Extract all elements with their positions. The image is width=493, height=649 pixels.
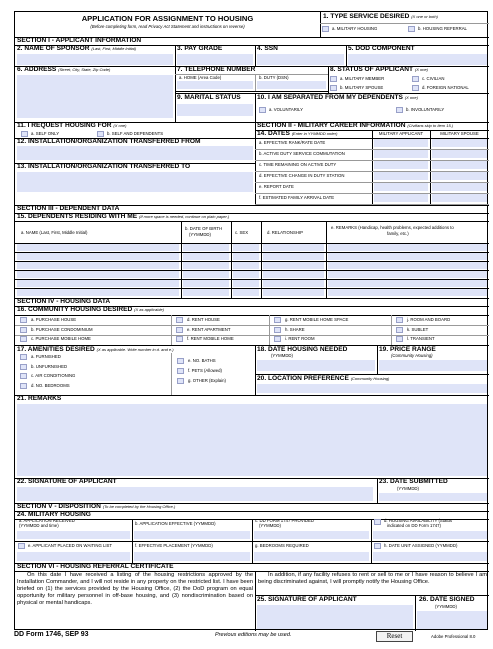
dep-sex-input[interactable]	[233, 280, 259, 287]
effective-placement-label: f. EFFECTIVE PLACEMENT (YYMMDD)	[135, 543, 213, 548]
section-3-header: SECTION III - DEPENDENT DATA	[17, 205, 120, 212]
civilian-checkbox[interactable]	[412, 76, 419, 82]
community-housing-checkbox[interactable]	[20, 317, 27, 323]
voluntarily-checkbox[interactable]	[259, 107, 266, 113]
pay-grade-input[interactable]	[177, 54, 253, 65]
self-only-label: a. SELF ONLY	[31, 131, 60, 136]
dd1747-provided-label: c. DD FORM 1747 PROVIDED	[255, 518, 314, 523]
military-spouse-col: MILITARY SPOUSE	[440, 131, 479, 136]
community-housing-option: j. ROOM AND BOARD	[407, 317, 451, 322]
applicant-date-input[interactable]	[374, 172, 428, 180]
community-housing-checkbox[interactable]	[176, 327, 183, 333]
referral-signature-field[interactable]	[257, 605, 413, 629]
spouse-date-input[interactable]	[432, 172, 487, 180]
dep-remarks-col: e. REMARKS (Handicap, health problems, expected additions to	[331, 225, 454, 230]
dep-relationship-input[interactable]	[263, 244, 324, 251]
section-1-header: SECTION I - APPLICANT INFORMATION	[17, 37, 142, 44]
price-range-input[interactable]	[379, 360, 487, 371]
date-needed-label: 18. DATE HOUSING NEEDED	[257, 346, 348, 353]
career-date-label: e. REPORT DATE	[259, 184, 294, 189]
amenity-checkbox[interactable]	[177, 358, 184, 364]
app-received-format: (YYMMDD and time)	[19, 523, 59, 528]
form-number: DD Form 1746, SEP 93	[14, 631, 89, 638]
date-submitted-label: 23. DATE SUBMITTED	[379, 478, 448, 485]
location-preference-label: 20. LOCATION PREFERENCE (Community Housing)	[257, 375, 390, 382]
spouse-date-input[interactable]	[432, 194, 487, 202]
address-label: 6. ADDRESS (Street, City, State, Zip Code)	[17, 66, 111, 73]
telephone-label: 7. TELEPHONE NUMBER	[177, 66, 256, 73]
request-housing-label: 11. I REQUEST HOUSING FOR (X one)	[17, 122, 127, 129]
date-assigned-checkbox[interactable]	[374, 543, 381, 549]
community-housing-checkbox[interactable]	[396, 336, 403, 342]
duty-phone-label: b. DUTY (DSN)	[259, 75, 289, 80]
dep-remarks-input[interactable]	[328, 253, 487, 260]
duty-phone-input[interactable]	[257, 81, 326, 89]
dep-relationship-input[interactable]	[263, 280, 324, 287]
dep-name-input[interactable]	[17, 244, 179, 251]
amenity-checkbox[interactable]	[20, 354, 27, 360]
amenity-option: d. NO. BEDROOMS	[31, 382, 70, 388]
home-phone-label: a. HOME (Area Code)	[179, 75, 222, 80]
app-effective-label: b. APPLICATION EFFECTIVE (YYMMDD)	[135, 521, 216, 526]
community-housing-checkbox[interactable]	[176, 336, 183, 342]
community-housing-checkbox[interactable]	[274, 317, 281, 323]
transferred-from-label: 12. INSTALLATION/ORGANIZATION TRANSFERRED FROM	[17, 138, 201, 145]
bedrooms-required-label: g. BEDROOMS REQUIRED	[255, 543, 309, 548]
community-housing-option: h. SHARE	[285, 326, 305, 332]
remarks-input[interactable]	[17, 404, 487, 476]
dep-relationship-input[interactable]	[263, 289, 324, 296]
dep-remarks-input[interactable]	[328, 244, 487, 251]
spouse-date-input[interactable]	[432, 139, 487, 147]
certificate-paragraph-left: On this date I have received a listing of the housing restrictions approved by the Installation Commander, and I will not reside in any property on the restricted list. I have been briefed on (1) the services provided by the Housing Office, (2) the DoD program on equal opportunity for military personnel in off-base housing, and (3) nondiscrimination based on physical or mental handicaps.	[17, 572, 253, 607]
community-housing-option: i. RENT ROOM	[285, 336, 315, 341]
reset-button[interactable]: Reset	[376, 631, 413, 642]
amenity-checkbox[interactable]	[20, 383, 27, 389]
waiting-list-checkbox[interactable]	[18, 543, 25, 549]
date-submitted-input[interactable]	[379, 493, 487, 501]
community-housing-option: d. RENT HOUSE	[187, 317, 220, 322]
section-2-header: SECTION II - MILITARY CAREER INFORMATION (Civilians skip to Item 15.)	[257, 122, 454, 129]
applicant-signature-field[interactable]	[17, 487, 373, 501]
bedrooms-required-input[interactable]	[254, 552, 369, 561]
career-date-label: c. TIME REMAINING ON ACTIVE DUTY	[259, 162, 337, 167]
military-spouse-label: b. MILITARY SPOUSE	[340, 85, 384, 90]
applicant-date-input[interactable]	[374, 183, 428, 191]
dep-remarks-input[interactable]	[328, 289, 487, 296]
dates-label: 14. DATES (Enter in YYMMDD order)	[257, 130, 338, 137]
dep-remarks-input[interactable]	[328, 280, 487, 287]
date-needed-format: (YYMMDD)	[271, 353, 293, 358]
price-range-note: (Community Housing)	[391, 353, 433, 358]
amenity-option: e. NO. BATHS	[188, 358, 216, 363]
amenity-checkbox[interactable]	[20, 364, 27, 370]
dep-relationship-input[interactable]	[263, 262, 324, 269]
spouse-date-input[interactable]	[432, 183, 487, 191]
voluntarily-label: a. VOLUNTARILY	[269, 107, 303, 112]
dep-name-input[interactable]	[17, 280, 179, 287]
app-effective-input[interactable]	[134, 531, 250, 539]
spouse-date-input[interactable]	[432, 161, 487, 169]
referral-signature-label: 25. SIGNATURE OF APPLICANT	[257, 596, 357, 603]
dep-sex-input[interactable]	[233, 244, 259, 251]
dep-dob-input[interactable]	[183, 244, 229, 251]
dep-sex-input[interactable]	[233, 253, 259, 260]
dep-remarks-input[interactable]	[328, 271, 487, 278]
waiting-list-label: e. APPLICANT PLACED ON WAITING LIST	[28, 543, 113, 548]
date-signed-label: 26. DATE SIGNED	[419, 596, 475, 603]
transferred-from-input[interactable]	[17, 146, 253, 160]
community-housing-option: l. TRANSIENT	[407, 336, 435, 341]
dep-name-input[interactable]	[17, 253, 179, 260]
applicant-date-input[interactable]	[374, 139, 428, 147]
dep-dob-input[interactable]	[183, 289, 229, 296]
community-housing-option: c. PURCHASE MOBILE HOME	[31, 336, 91, 341]
applicant-date-input[interactable]	[374, 150, 428, 158]
dep-relationship-col: d. RELATIONSHIP	[267, 230, 303, 235]
housing-application-form	[14, 11, 488, 630]
community-housing-option: k. SUBLET	[407, 326, 429, 332]
address-input[interactable]	[17, 75, 173, 118]
effective-placement-input[interactable]	[134, 552, 250, 561]
dep-name-col: a. NAME (Last, First, Middle Initial)	[21, 230, 88, 235]
community-housing-checkbox[interactable]	[396, 317, 403, 323]
community-housing-option: f. RENT MOBILE HOME	[187, 336, 234, 341]
waiting-list-input[interactable]	[17, 552, 130, 561]
community-housing-label: 16. COMMUNITY HOUSING DESIRED (X as applicable)	[17, 306, 164, 313]
dep-remarks-input[interactable]	[328, 262, 487, 269]
marital-status-input[interactable]	[177, 104, 253, 116]
dep-dob-input[interactable]	[183, 262, 229, 269]
dep-sex-input[interactable]	[233, 262, 259, 269]
dep-name-input[interactable]	[17, 271, 179, 278]
section-5-header: SECTION V - DISPOSITION (To be completed by the Housing Office.)	[17, 503, 176, 510]
applicant-status-label: 8. STATUS OF APPLICANT (X one)	[330, 66, 429, 73]
amenity-option: b. UNFURNISHED	[31, 363, 68, 369]
housing-referral-label: b. HOUSING REFERRAL	[418, 26, 467, 31]
career-date-label: f. ESTIMATED FAMILY ARRIVAL DATE	[259, 195, 335, 200]
foreign-national-label: d. FOREIGN NATIONAL	[422, 85, 469, 90]
date-assigned-input[interactable]	[373, 552, 487, 561]
amenity-checkbox[interactable]	[20, 373, 27, 379]
date-submitted-format: (YYMMDD)	[397, 486, 419, 491]
location-preference-input[interactable]	[257, 384, 487, 393]
section-4-header: SECTION IV - HOUSING DATA	[17, 298, 111, 305]
community-housing-checkbox[interactable]	[20, 327, 27, 333]
military-member-checkbox[interactable]	[330, 76, 337, 82]
price-range-label: 19. PRICE RANGE	[379, 346, 436, 353]
military-applicant-col: MILITARY APPLICANT	[378, 131, 424, 136]
certificate-paragraph-right: In addition, if any facility refuses to rent or sell to me or I have reason to believe I am being discriminated against, I will promptly notify the Housing Office.	[258, 572, 487, 586]
adobe-version: Adobe Professional 8.0	[431, 634, 476, 639]
dep-dob-format: (YYMMDD)	[189, 232, 211, 237]
dep-sex-col: c. SEX	[235, 230, 249, 235]
amenity-checkbox[interactable]	[177, 378, 184, 384]
community-housing-checkbox[interactable]	[274, 336, 281, 342]
ssn-input[interactable]	[257, 54, 344, 65]
housing-referral-checkbox[interactable]	[408, 26, 415, 32]
amenity-option: a. FURNISHED	[31, 354, 61, 359]
dep-sex-input[interactable]	[233, 271, 259, 278]
dep-dob-input[interactable]	[183, 280, 229, 287]
transferred-to-label: 13. INSTALLATION/ORGANIZATION TRANSFERRED TO	[17, 163, 191, 170]
app-received-input[interactable]	[17, 531, 130, 539]
section-6-header: SECTION VI - HOUSING REFERRAL CERTIFICATE	[17, 563, 174, 570]
date-needed-input[interactable]	[257, 360, 375, 371]
type-service-label: 1. TYPE SERVICE DESIRED (X one or both)	[323, 13, 438, 20]
involuntarily-checkbox[interactable]	[396, 107, 403, 113]
military-housing-label: a. MILITARY HOUSING	[332, 26, 378, 31]
housing-availability-label: d. HOUSING AVAILABILITY (Status	[384, 518, 453, 523]
dd1747-provided-input[interactable]	[254, 531, 369, 539]
date-signed-format: (YYMMDD)	[435, 604, 457, 609]
applicant-date-input[interactable]	[374, 161, 428, 169]
dep-dob-input[interactable]	[183, 271, 229, 278]
military-housing-checkbox[interactable]	[322, 26, 329, 32]
foreign-national-checkbox[interactable]	[412, 85, 419, 91]
separated-label: 10. I AM SEPARATED FROM MY DEPENDENTS (X one)	[257, 94, 418, 101]
career-date-label: d. EFFECTIVE CHANGE IN DUTY STATION	[259, 173, 345, 178]
self-only-checkbox[interactable]	[21, 131, 28, 137]
pay-grade-label: 3. PAY GRADE	[177, 45, 223, 52]
involuntarily-label: b. INVOLUNTARILY	[406, 107, 445, 112]
community-housing-option: e. RENT APARTMENT	[187, 326, 231, 332]
civilian-label: c. CIVILIAN	[422, 76, 445, 81]
amenity-option: c. AIR CONDITIONING	[31, 373, 76, 378]
dod-component-input[interactable]	[348, 54, 487, 65]
dep-name-input[interactable]	[17, 289, 179, 296]
community-housing-checkbox[interactable]	[176, 317, 183, 323]
dep-dob-col: b. DATE OF BIRTH	[185, 226, 223, 231]
applicant-date-input[interactable]	[374, 194, 428, 202]
self-and-dependents-label: b. SELF AND DEPENDENTS	[107, 131, 164, 136]
military-member-label: a. MILITARY MEMBER	[340, 76, 385, 81]
form-title: APPLICATION FOR ASSIGNMENT TO HOUSING	[81, 14, 254, 23]
community-housing-option: g. RENT MOBILE HOME SPACE	[285, 317, 349, 322]
form-subtitle: (Before completing form, read Privacy Act Statement and instructions on reverse)	[90, 24, 245, 29]
home-phone-input[interactable]	[177, 81, 253, 89]
editions-note: Previous editions may be used.	[215, 632, 292, 638]
sponsor-name-label: 2. NAME OF SPONSOR (Last, First, Middle Initial)	[17, 45, 137, 52]
dod-component-label: 5. DOD COMPONENT	[348, 45, 415, 52]
community-housing-checkbox[interactable]	[274, 327, 281, 333]
date-assigned-label: h. DATE UNIT ASSIGNED (YYMMDD)	[384, 543, 458, 548]
date-signed-input[interactable]	[417, 611, 487, 629]
housing-availability-checkbox[interactable]	[374, 519, 381, 525]
dep-relationship-input[interactable]	[263, 253, 324, 260]
military-spouse-checkbox[interactable]	[330, 85, 337, 91]
self-and-dependents-checkbox[interactable]	[97, 131, 104, 137]
ssn-label: 4. SSN	[257, 45, 278, 52]
app-received-label: a. APPLICATION RECEIVED	[19, 518, 75, 523]
dep-name-input[interactable]	[17, 262, 179, 269]
community-housing-option: b. PURCHASE CONDOMINIUM	[31, 326, 93, 332]
dep-remarks-col-2: family, etc.)	[387, 231, 409, 236]
dep-sex-input[interactable]	[233, 289, 259, 296]
spouse-date-input[interactable]	[432, 150, 487, 158]
dep-dob-input[interactable]	[183, 253, 229, 260]
community-housing-checkbox[interactable]	[396, 327, 403, 333]
amenity-checkbox[interactable]	[177, 368, 184, 374]
military-housing-label: 24. MILITARY HOUSING	[17, 511, 91, 518]
amenity-option: f. PETS (Allowed)	[188, 368, 222, 373]
amenity-option: g. OTHER (Explain)	[188, 378, 226, 383]
transferred-to-input[interactable]	[17, 172, 253, 192]
marital-status-label: 9. MARITAL STATUS	[177, 94, 241, 101]
remarks-label: 21. REMARKS	[17, 395, 62, 402]
housing-availability-note: indicated on DD Form 1747)	[387, 523, 441, 528]
amenities-label: 17. AMENITIES DESIRED (X as applicable. Write number in d. and e.)	[17, 346, 174, 353]
dependents-label: 15. DEPENDENTS RESIDING WITH ME (If more space is needed, continue on plain paper.)	[17, 213, 230, 220]
community-housing-option: a. PURCHASE HOUSE	[31, 317, 77, 322]
dep-relationship-input[interactable]	[263, 271, 324, 278]
community-housing-checkbox[interactable]	[20, 336, 27, 342]
applicant-signature-label: 22. SIGNATURE OF APPLICANT	[17, 478, 117, 485]
dd1747-provided-format: (YYMMDD)	[259, 523, 281, 528]
career-date-label: a. EFFECTIVE RANK/RATE DATE	[259, 140, 326, 145]
career-date-label: b. ACTIVE DUTY SERVICE COMMUTATION	[259, 151, 345, 156]
sponsor-name-input[interactable]	[17, 54, 173, 65]
housing-availability-input[interactable]	[373, 531, 487, 539]
